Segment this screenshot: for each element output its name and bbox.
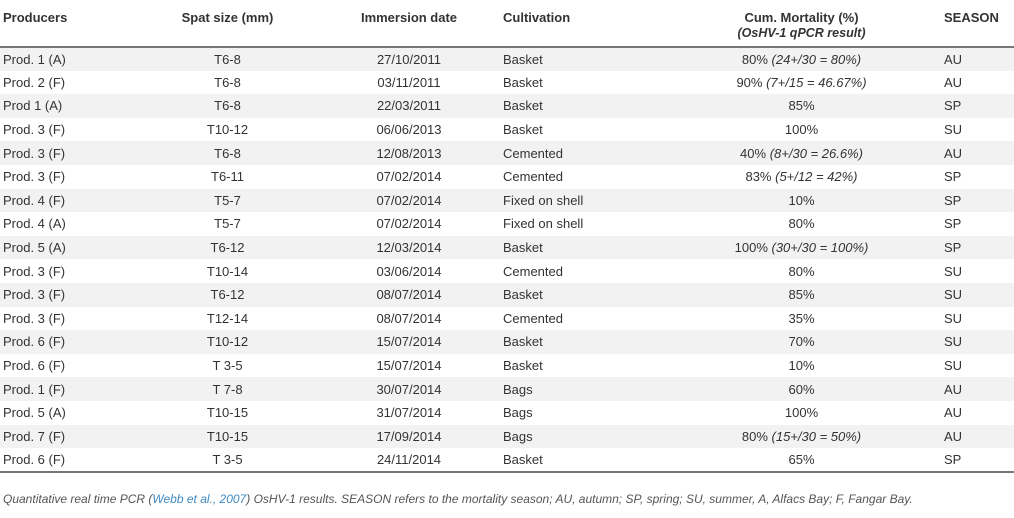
cell-producer: Prod. 3 (F) — [3, 122, 66, 138]
cell-spat-size: T6-8 — [214, 74, 241, 90]
cell-producer: Prod 1 (A) — [0, 94, 140, 118]
header-cultivation: Cultivation — [503, 2, 659, 47]
cell-producer: Prod. 5 (A) — [0, 236, 140, 260]
cell-producer: Prod. 4 (F) — [0, 189, 140, 213]
cell-season: AU — [944, 425, 1014, 449]
cell-spat-size: T 7-8 — [140, 377, 315, 401]
cell-season: SP — [944, 189, 1014, 213]
cell-immersion-date: 07/02/2014 — [315, 189, 503, 213]
mortality-value: 100% — [784, 405, 819, 421]
cell-season: SP — [944, 448, 1014, 472]
table-row — [0, 212, 1014, 236]
mortality-value: 100% — [734, 240, 768, 256]
cell-producer: Prod. 2 (F) — [3, 74, 66, 90]
cell-immersion-date: 15/07/2014 — [315, 330, 503, 354]
cell-producer: Prod. 3 (F) — [3, 310, 66, 326]
cell-producer: Prod. 6 (F) — [0, 330, 140, 354]
table-body — [0, 47, 1014, 472]
mortality-value: 10% — [788, 192, 815, 208]
cell-mortality — [659, 118, 944, 142]
header-season: SEASON — [944, 2, 1014, 47]
table-row — [0, 283, 1014, 307]
cell-cultivation: Cemented — [503, 169, 563, 185]
cell-season: SP — [944, 169, 962, 185]
cell-mortality — [659, 189, 944, 213]
cell-mortality — [659, 448, 944, 472]
table-row — [0, 401, 1014, 425]
cell-mortality — [659, 236, 944, 260]
cell-season: SU — [944, 122, 963, 138]
cell-cultivation: Basket — [503, 236, 659, 260]
cell-spat-size: T6-8 — [140, 141, 315, 165]
cell-season: AU — [944, 141, 1014, 165]
cell-cultivation: Fixed on shell — [503, 189, 659, 213]
cell-spat-size: T6-8 — [140, 94, 315, 118]
cell-cultivation: Bags — [503, 405, 533, 421]
mortality-table — [0, 2, 1014, 473]
cell-mortality — [659, 94, 944, 118]
cell-mortality — [659, 283, 944, 307]
cell-season: AU — [944, 405, 963, 421]
cell-mortality — [659, 141, 944, 165]
cell-immersion-date: 17/09/2014 — [315, 425, 503, 449]
table-row — [0, 236, 1014, 260]
cell-immersion-date: 07/02/2014 — [376, 216, 442, 232]
cell-season: AU — [944, 47, 1014, 71]
cell-cultivation: Basket — [503, 47, 659, 71]
qpcr-result: (8+/30 = 26.6%) — [769, 145, 863, 161]
qpcr-result: (30+/30 = 100%) — [771, 240, 869, 256]
mortality-value: 80% — [788, 263, 815, 279]
cell-immersion-date: 15/07/2014 — [376, 358, 442, 374]
table-row — [0, 448, 1014, 472]
mortality-value: 100% — [784, 122, 819, 138]
cell-spat-size: T 3-5 — [140, 448, 315, 472]
cell-producer: Prod. 3 (F) — [0, 283, 140, 307]
table-row — [0, 94, 1014, 118]
cell-producer: Prod. 3 (F) — [3, 169, 66, 185]
cell-season: SU — [944, 263, 963, 279]
header-producers: Producers — [0, 2, 140, 47]
cell-immersion-date: 30/07/2014 — [315, 377, 503, 401]
header-mortality — [659, 2, 944, 47]
cell-mortality — [659, 71, 944, 95]
cell-immersion-date: 06/06/2013 — [376, 122, 442, 138]
cell-mortality — [659, 354, 944, 378]
cell-mortality — [659, 47, 944, 71]
table-row — [0, 425, 1014, 449]
cell-mortality — [659, 259, 944, 283]
cell-producer: Prod. 7 (F) — [0, 425, 140, 449]
table-row — [0, 307, 1014, 331]
cell-mortality — [659, 165, 944, 189]
cell-spat-size: T6-12 — [140, 236, 315, 260]
cell-immersion-date: 03/06/2014 — [376, 263, 442, 279]
cell-season: SU — [944, 310, 963, 326]
caption-prefix: Quantitative real time PCR ( — [3, 492, 153, 506]
cell-immersion-date: 27/10/2011 — [315, 47, 503, 71]
table-row — [0, 141, 1014, 165]
caption-suffix: ) OsHV-1 results. SEASON refers to the mortality season; AU, autumn; SP, spring; SU, summer, A, Alfacs Bay; F, Fangar Bay. — [246, 492, 913, 506]
cell-mortality — [659, 330, 944, 354]
table-row — [0, 47, 1014, 71]
cell-spat-size: T12-14 — [206, 310, 249, 326]
cell-cultivation: Basket — [503, 283, 659, 307]
cell-immersion-date: 03/11/2011 — [377, 74, 441, 90]
cell-mortality — [659, 377, 944, 401]
cell-cultivation: Bags — [503, 425, 659, 449]
cell-season: SP — [944, 216, 962, 232]
cell-season: SP — [944, 236, 1014, 260]
cell-cultivation: Basket — [503, 448, 659, 472]
table-row — [0, 71, 1014, 95]
cell-cultivation: Basket — [503, 330, 659, 354]
cell-spat-size: T10-12 — [140, 330, 315, 354]
cell-immersion-date: 31/07/2014 — [376, 405, 442, 421]
cell-spat-size: T5-7 — [140, 189, 315, 213]
cell-cultivation: Basket — [503, 358, 543, 374]
cell-immersion-date: 08/07/2014 — [315, 283, 503, 307]
mortality-value: 83% — [745, 169, 772, 185]
cell-mortality — [659, 425, 944, 449]
cell-mortality — [659, 401, 944, 425]
table-row — [0, 165, 1014, 189]
cell-cultivation: Bags — [503, 377, 659, 401]
cell-spat-size: T 3-5 — [212, 358, 243, 374]
cell-spat-size: T5-7 — [214, 216, 241, 232]
cell-cultivation: Basket — [503, 122, 543, 138]
mortality-value: 80% — [741, 428, 768, 444]
cell-immersion-date: 08/07/2014 — [376, 310, 442, 326]
mortality-value: 80% — [788, 216, 815, 232]
cell-spat-size: T6-11 — [211, 169, 244, 185]
qpcr-result: (7+/15 = 46.67%) — [766, 74, 867, 90]
mortality-value: 70% — [788, 334, 815, 350]
cell-cultivation: Basket — [503, 74, 543, 90]
cell-cultivation: Fixed on shell — [503, 216, 584, 232]
qpcr-result: (24+/30 = 80%) — [771, 51, 862, 67]
cell-immersion-date: 24/11/2014 — [315, 448, 503, 472]
cell-spat-size: T6-12 — [140, 283, 315, 307]
cell-producer: Prod. 1 (F) — [0, 377, 140, 401]
header-row — [0, 2, 1014, 47]
cell-season: SU — [944, 330, 1014, 354]
mortality-value: 35% — [788, 310, 815, 326]
caption-reference-link[interactable]: Webb et al., 2007 — [152, 492, 247, 506]
cell-season: AU — [944, 74, 963, 90]
table-row — [0, 189, 1014, 213]
cell-producer: Prod. 6 (F) — [0, 448, 140, 472]
header-immersion-date: Immersion date — [315, 2, 503, 47]
mortality-value: 85% — [788, 287, 815, 303]
cell-season: SU — [944, 358, 963, 374]
cell-spat-size: T10-15 — [206, 405, 249, 421]
mortality-value: 60% — [788, 381, 815, 397]
header-mortality-subtitle: (OsHV-1 qPCR result) — [737, 26, 866, 40]
cell-cultivation: Cemented — [503, 310, 563, 326]
cell-immersion-date: 12/08/2013 — [315, 141, 503, 165]
mortality-value: 10% — [788, 358, 815, 374]
qpcr-result: (15+/30 = 50%) — [771, 428, 862, 444]
mortality-value: 40% — [740, 145, 767, 161]
table-row — [0, 354, 1014, 378]
table-caption — [3, 492, 1011, 506]
cell-immersion-date: 12/03/2014 — [315, 236, 503, 260]
cell-cultivation: Cemented — [503, 263, 563, 279]
cell-producer: Prod. 1 (A) — [0, 47, 140, 71]
table-row — [0, 259, 1014, 283]
header-spat-size: Spat size (mm) — [140, 2, 315, 47]
mortality-value: 65% — [788, 451, 815, 467]
table-row — [0, 118, 1014, 142]
table-header — [0, 2, 1014, 47]
cell-season: AU — [944, 377, 1014, 401]
cell-season: SU — [944, 283, 1014, 307]
cell-mortality — [659, 212, 944, 236]
table-row — [0, 330, 1014, 354]
cell-cultivation: Basket — [503, 94, 659, 118]
cell-spat-size: T10-12 — [206, 122, 249, 138]
cell-spat-size: T6-8 — [140, 47, 315, 71]
cell-cultivation: Cemented — [503, 141, 659, 165]
cell-producer: Prod. 4 (A) — [3, 216, 66, 232]
cell-season: SP — [944, 94, 1014, 118]
cell-producer: Prod. 3 (F) — [3, 263, 66, 279]
cell-immersion-date: 07/02/2014 — [376, 169, 442, 185]
header-mortality-label: Cum. Mortality (%) — [744, 10, 859, 25]
cell-producer: Prod. 6 (F) — [3, 358, 66, 374]
cell-spat-size: T10-15 — [140, 425, 315, 449]
cell-producer: Prod. 5 (A) — [3, 405, 66, 421]
mortality-value: 80% — [741, 51, 768, 67]
cell-mortality — [659, 307, 944, 331]
mortality-value: 90% — [736, 74, 763, 90]
cell-producer: Prod. 3 (F) — [0, 141, 140, 165]
qpcr-result: (5+/12 = 42%) — [775, 169, 858, 185]
mortality-value: 85% — [788, 98, 815, 114]
table-row — [0, 377, 1014, 401]
cell-immersion-date: 22/03/2011 — [315, 94, 503, 118]
cell-spat-size: T10-14 — [206, 263, 249, 279]
